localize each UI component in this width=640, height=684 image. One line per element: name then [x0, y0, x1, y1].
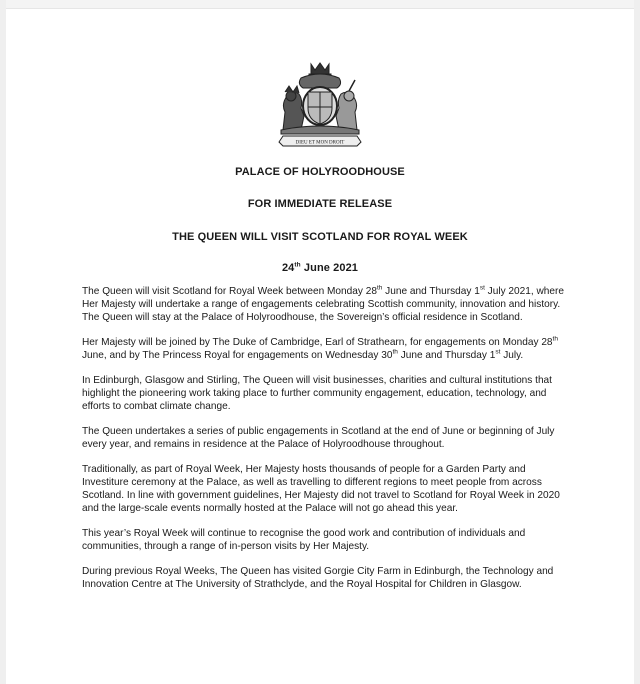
paragraph-7: During previous Royal Weeks, The Queen has visited Gorgie City Farm in Edinburgh, the Technology and Innovation Centre at The University of Strathclyde, and the Royal Hospital for Children in Glasgow.	[82, 566, 554, 590]
release-date: 24th June 2021	[281, 261, 359, 274]
paragraph-3: In Edinburgh, Glasgow and Stirling, The Queen will visit businesses, charities and cultural institutions that highlight the pioneering work taking place to further community engagement, education, technology, and efforts to combat climate change.	[82, 375, 552, 412]
page-right-edge	[634, 0, 640, 684]
paragraph-4: The Queen undertakes a series of public engagements in Scotland at the end of June or beginning of July every year, and remains in residence at the Palace of Holyroodhouse throughout.	[82, 426, 555, 450]
paragraph-5: Traditionally, as part of Royal Week, Her Majesty hosts thousands of people for a Garden Party and Investiture ceremony at the Palace, as well as travelling to different regions to meet people from across Scotland. In line with government guidelines, Her Majesty did not travel to Scotland for Royal Week in 2020 and the large-scale events normally hosted at the Palace will not go ahead this year.	[82, 464, 560, 514]
page-left-edge	[0, 0, 6, 684]
royal-coat-of-arms-icon	[271, 60, 369, 148]
paragraph-1: The Queen will visit Scotland for Royal Week between Monday 28th June and Thursday 1st July 2021, where Her Majesty will undertake a range of engagements celebrating Scottish community, innovation and history. The Queen will stay at the Palace of Holyroodhouse, the Sovereign’s official residence in Scotland.	[82, 284, 564, 323]
release-title: THE QUEEN WILL VISIT SCOTLAND FOR ROYAL WEEK	[172, 231, 468, 243]
paragraph-2: Her Majesty will be joined by The Duke of Cambridge, Earl of Strathearn, for engagements on Monday 28th June, and by The Princess Royal for engagements on Wednesday 30th June and Thursday 1st July.	[82, 335, 558, 361]
crest-motto: DIEU ET MON DROIT	[295, 140, 345, 146]
organization-heading: PALACE OF HOLYROODHOUSE	[235, 166, 405, 178]
release-notice: FOR IMMEDIATE RELEASE	[247, 198, 393, 210]
page-top-edge	[0, 0, 640, 9]
paragraph-6: This year’s Royal Week will continue to recognise the good work and contribution of individuals and communities, through a range of in-person visits by Her Majesty.	[82, 528, 526, 552]
release-body	[82, 285, 572, 603]
